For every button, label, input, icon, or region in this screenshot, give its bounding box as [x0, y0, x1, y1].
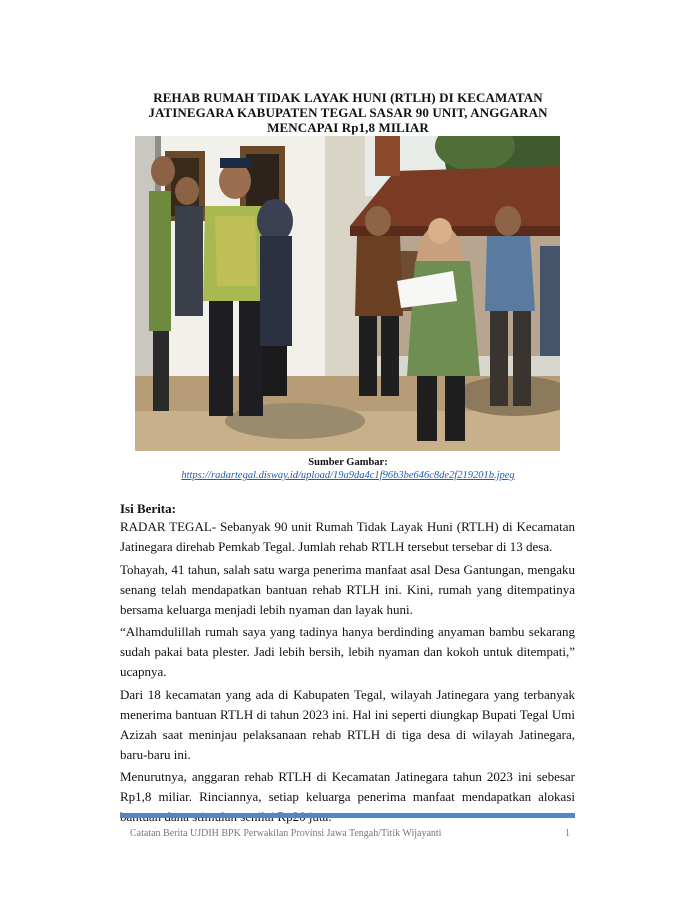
caption-source-link[interactable]: https://radartegal.disway.id/upload/19a9da4c1f96b3be646c8de2f219201b.jpeg	[181, 470, 515, 481]
paragraph: RADAR TEGAL- Sebanyak 90 unit Rumah Tidak Layak Huni (RTLH) di Kecamatan Jatinegara direhab Pemkab Tegal. Jumlah rehab RTLH tersebut tersebar di 13 desa.	[120, 519, 575, 554]
photo-caption	[130, 456, 566, 482]
paragraph: “Alhamdulillah rumah saya yang tadinya hanya berdinding anyaman bambu sekarang sudah pakai bata plester. Jadi lebih bersih, lebih nyaman dan kokoh untuk ditempati,” ucapnya.	[120, 624, 575, 679]
news-photo	[135, 136, 560, 451]
caption-label: Sumber Gambar:	[308, 457, 388, 468]
paragraph: Tohayah, 41 tahun, salah satu warga penerima manfaat asal Desa Gantungan, mengaku senang telah mendapatkan bantuan rehab RTLH ini. Kini, rumah yang ditempatinya bersama keluarga menjadi lebih nyaman dan layak huni.	[120, 561, 575, 617]
news-title: REHAB RUMAH TIDAK LAYAK HUNI (RTLH) DI KECAMATAN JATINEGARA KABUPATEN TEGAL SASAR 90 UNIT, ANGGARAN MENCAPAI Rp1,8 MILIAR	[148, 90, 548, 135]
page-footer	[130, 828, 570, 839]
paragraph: Menurutnya, anggaran rehab RTLH di Kecamatan Jatinegara tahun 2023 ini sebesar Rp1,8 miliar. Rinciannya, setiap keluarga penerima manfaat mendapatkan alokasi	[120, 769, 575, 804]
paragraph: Dari 18 kecamatan yang ada di Kabupaten Tegal, wilayah Jatinegara yang terbanyak menerima bantuan RTLH di tahun 2023 ini. Hal ini seperti diungkap Bupati Tegal Umi Azizah saat meninjau pelaksanaan rehab RTLH di tiga desa di wilayah Jatinegara, baru-baru ini.	[120, 686, 575, 762]
section-heading: Isi Berita:	[120, 501, 176, 516]
footer-divider	[120, 813, 575, 818]
footer-text: Catatan Berita UJDIH BPK Perwakilan Provinsi Jawa Tengah/Titik Wijayanti	[130, 828, 442, 839]
page-number: 1	[565, 828, 570, 839]
article-body	[120, 517, 575, 830]
